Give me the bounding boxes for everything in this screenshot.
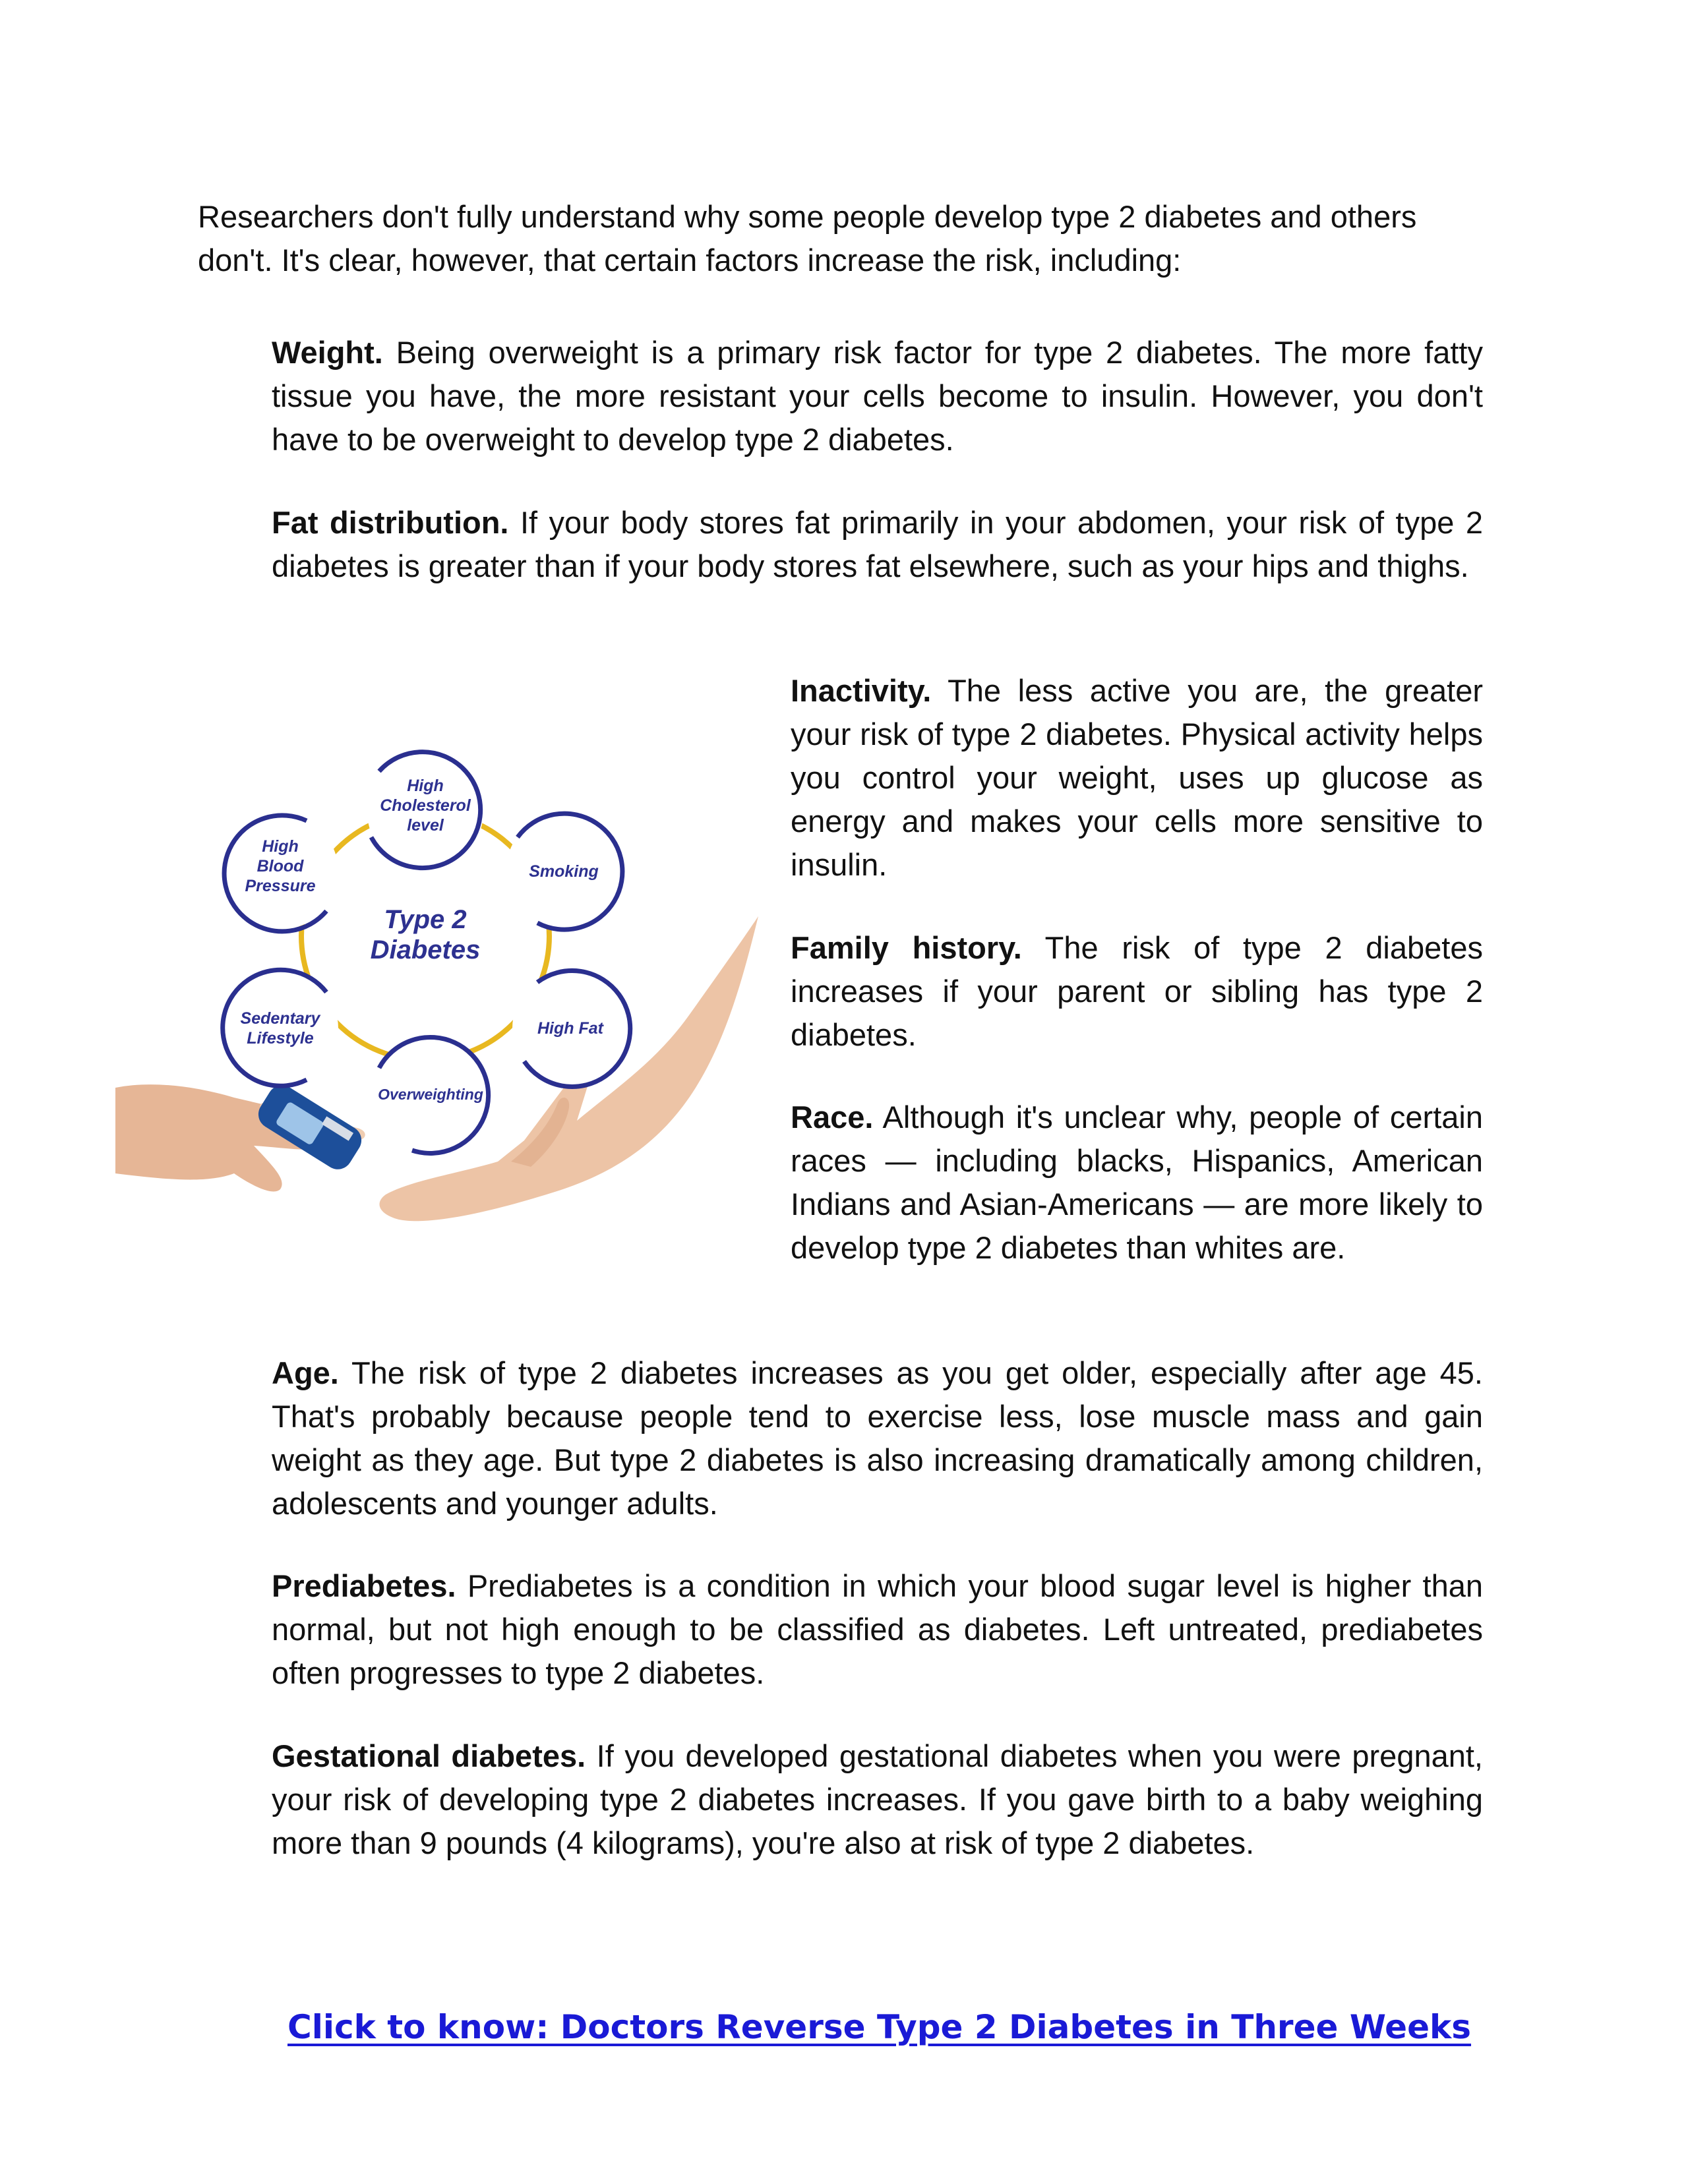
- factor-heading: Race.: [791, 1100, 874, 1135]
- node-label: High: [407, 777, 444, 795]
- cta-row: [287, 2008, 1540, 2046]
- intro-paragraph: Researchers don't fully understand why some people develop type 2 diabetes and others don't. It's clear, however, that certain factors increase the risk, including:: [198, 199, 1417, 278]
- factor-heading: Gestational diabetes.: [272, 1738, 586, 1773]
- node-sedentary-lifestyle: [222, 970, 338, 1086]
- factor-text: Prediabetes is a condition in which your blood sugar level is higher than normal, but not high enough to be classified as diabetes. Left untreated, prediabetes often progresses to type 2 diabetes.: [272, 1568, 1483, 1690]
- factor-family-history: [791, 926, 1483, 1057]
- factor-weight: [272, 331, 1483, 461]
- node-label: level: [407, 816, 444, 835]
- factor-race: [791, 1096, 1483, 1270]
- node-label: Lifestyle: [247, 1029, 314, 1048]
- factor-age: [272, 1351, 1483, 1525]
- factor-heading: Weight.: [272, 335, 383, 370]
- type-2-diabetes-risk-illustration: [115, 719, 758, 1233]
- node-smoking: [506, 813, 622, 930]
- factor-text: The less active you are, the greater your risk of type 2 diabetes. Physical activity helps you control your weight, uses up glucose as energy and makes your cells more sensitive to insulin.: [791, 673, 1483, 882]
- factor-prediabetes: [272, 1564, 1483, 1695]
- node-label: Pressure: [245, 877, 316, 895]
- factor-gestational-diabetes: [272, 1734, 1483, 1865]
- glucose-meter-icon: [253, 1080, 367, 1175]
- node-label: Smoking: [529, 862, 599, 881]
- center-label: Type 2: [384, 905, 467, 934]
- node-label: Cholesterol: [380, 796, 471, 815]
- factor-text: If you developed gestational diabetes when you were pregnant, your risk of developing type 2 diabetes increases. If you gave birth to a baby weighing more than 9 pounds (4 kilograms), you're also at risk of type 2 diabetes.: [272, 1738, 1483, 1860]
- factor-heading: Age.: [272, 1355, 339, 1390]
- node-label: Sedentary: [240, 1009, 320, 1028]
- factor-heading: Inactivity.: [791, 673, 932, 708]
- factor-inactivity: [791, 669, 1483, 887]
- factor-text: Although it's unclear why, people of certain races — including blacks, Hispanics, American Indians and Asian-Americans — are more likely to develop type 2 diabetes than whites are.: [791, 1100, 1483, 1265]
- factor-fat-distribution: [272, 501, 1483, 588]
- center-label: Diabetes: [370, 935, 481, 964]
- node-high-fat: [512, 970, 630, 1086]
- factor-heading: Fat distribution.: [272, 505, 509, 540]
- factor-text: Being overweight is a primary risk factor for type 2 diabetes. The more fatty tissue you have, the more resistant your cells become to insulin. However, you don't have to be overweight to develop type 2 diabetes.: [272, 335, 1483, 457]
- node-label: Overweighting: [378, 1086, 483, 1103]
- node-high-cholesterol: [367, 752, 483, 870]
- node-label: Blood: [256, 857, 304, 875]
- cta-link[interactable]: Click to know: Doctors Reverse Type 2 Diabetes in Three Weeks: [287, 2008, 1472, 2046]
- factor-text: The risk of type 2 diabetes increases if your parent or sibling has type 2 diabetes.: [791, 930, 1483, 1052]
- factor-heading: Family history.: [791, 930, 1022, 965]
- node-label: High: [262, 837, 299, 856]
- node-label: High Fat: [537, 1019, 603, 1038]
- factor-text: The risk of type 2 diabetes increases as you get older, especially after age 45. That's probably because people tend to exercise less, lose muscle mass and gain weight as they age. But type 2 diabetes is also increasing dramatically among children, adolescents and younger adults.: [272, 1355, 1483, 1521]
- node-overweighting: [373, 1036, 489, 1153]
- node-high-blood-pressure: [222, 813, 338, 931]
- factor-text: If your body stores fat primarily in your abdomen, your risk of type 2 diabetes is greater than if your body stores fat elsewhere, such as your hips and thighs.: [272, 505, 1483, 583]
- factor-heading: Prediabetes.: [272, 1568, 456, 1603]
